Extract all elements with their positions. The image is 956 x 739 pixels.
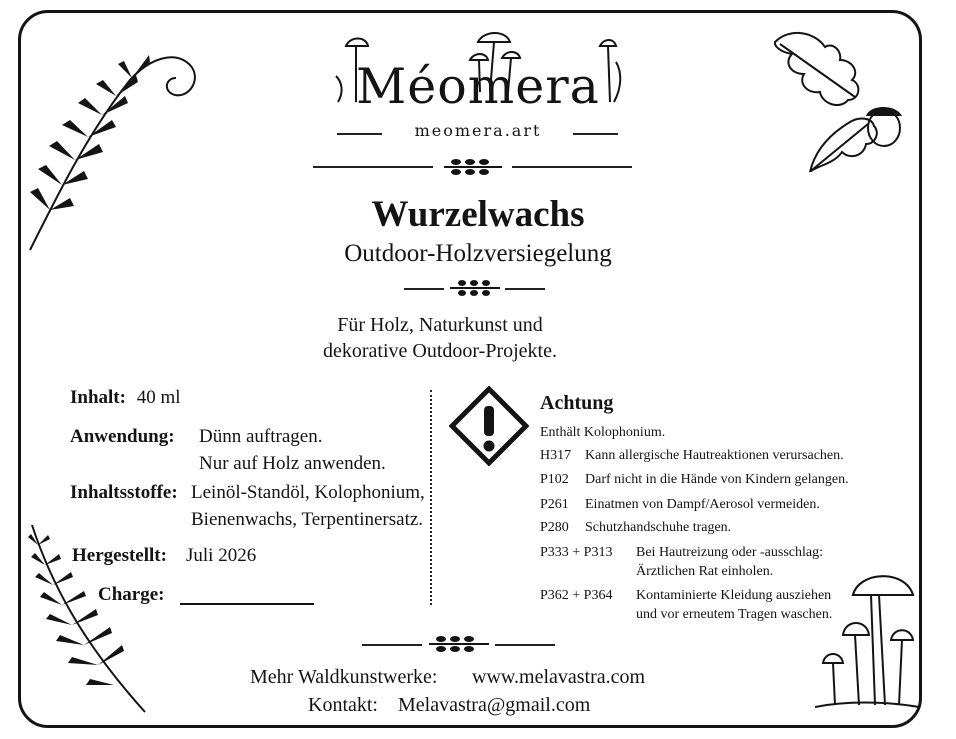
leaf-sprig-divider xyxy=(427,633,491,655)
statement-text-continued: Ärztlichen Rat einholen. xyxy=(636,564,774,579)
divider-rule-right xyxy=(512,166,632,168)
brand-name: Méomera xyxy=(356,58,600,115)
intro-line-2: dekorative Outdoor-Projekte. xyxy=(323,340,557,362)
statement-text: Kann allergische Hautreaktionen verursachen. xyxy=(585,448,844,463)
inhalt-label: Inhalt: xyxy=(70,387,126,408)
divider2-rule-left xyxy=(404,288,444,290)
inhalt-value: 40 ml xyxy=(136,387,181,408)
statement-text: Schutzhandschuhe tragen. xyxy=(585,520,732,535)
leaf-sprig-divider xyxy=(440,155,506,179)
footer-more-label: Mehr Waldkunstwerke: xyxy=(250,666,438,688)
footer-contact-email[interactable]: Melavastra@gmail.com xyxy=(398,694,591,716)
ghs-exclamation-icon xyxy=(449,386,529,466)
warning-contains: Enthält Kolophonium. xyxy=(540,425,666,440)
statement-code: P333 + P313 xyxy=(540,545,613,560)
inhaltsstoffe-label: Inhaltsstoffe: xyxy=(70,482,178,503)
statement-text: Darf nicht in die Hände von Kindern gelangen. xyxy=(585,472,849,487)
warning-title: Achtung xyxy=(540,392,614,414)
charge-input-line xyxy=(180,603,314,605)
column-separator xyxy=(430,390,432,605)
brand-website: meomera.art xyxy=(414,121,542,140)
statement-code: P362 + P364 xyxy=(540,588,613,603)
statement-code: P102 xyxy=(540,472,569,487)
hergestellt-label: Hergestellt: xyxy=(72,545,167,566)
anwendung-line-2: Nur auf Holz anwenden. xyxy=(199,453,386,474)
statement-text-continued: und vor erneutem Tragen waschen. xyxy=(636,607,833,622)
statement-code: P280 xyxy=(540,520,569,535)
leaf-sprig-divider xyxy=(448,277,502,299)
bottom-divider-rule-right xyxy=(495,644,555,646)
statement-text: Bei Hautreizung oder -ausschlag: xyxy=(636,545,823,560)
statement-text: Einatmen von Dampf/Aerosol vermeiden. xyxy=(585,497,820,512)
statement-text: Kontaminierte Kleidung ausziehen xyxy=(636,588,832,603)
divider2-rule-right xyxy=(505,288,545,290)
product-intro xyxy=(300,312,580,364)
divider-rule-left xyxy=(313,166,433,168)
brand-rule-right xyxy=(573,133,618,135)
bottom-divider-rule-left xyxy=(362,644,422,646)
product-title: Wurzelwachs xyxy=(371,194,585,235)
fern-illustration xyxy=(20,520,160,720)
hergestellt-value: Juli 2026 xyxy=(186,545,257,566)
statement-code: H317 xyxy=(540,448,572,463)
footer-contact-label: Kontakt: xyxy=(308,694,378,716)
intro-line-1: Für Holz, Naturkunst und xyxy=(337,314,543,336)
anwendung-line-1: Dünn auftragen. xyxy=(199,426,323,447)
product-subtitle: Outdoor-Holzversiegelung xyxy=(344,240,612,267)
inhaltsstoffe-line-2: Bienenwachs, Terpentinersatz. xyxy=(191,509,424,530)
statement-code: P261 xyxy=(540,497,569,512)
anwendung-label: Anwendung: xyxy=(70,426,175,447)
inhaltsstoffe-line-1: Leinöl-Standöl, Kolophonium, xyxy=(191,482,425,503)
charge-label: Charge: xyxy=(98,584,165,605)
mushroom-illustration xyxy=(815,565,920,715)
footer-more-link[interactable]: www.melavastra.com xyxy=(472,666,646,688)
inhalt-row xyxy=(70,387,181,409)
